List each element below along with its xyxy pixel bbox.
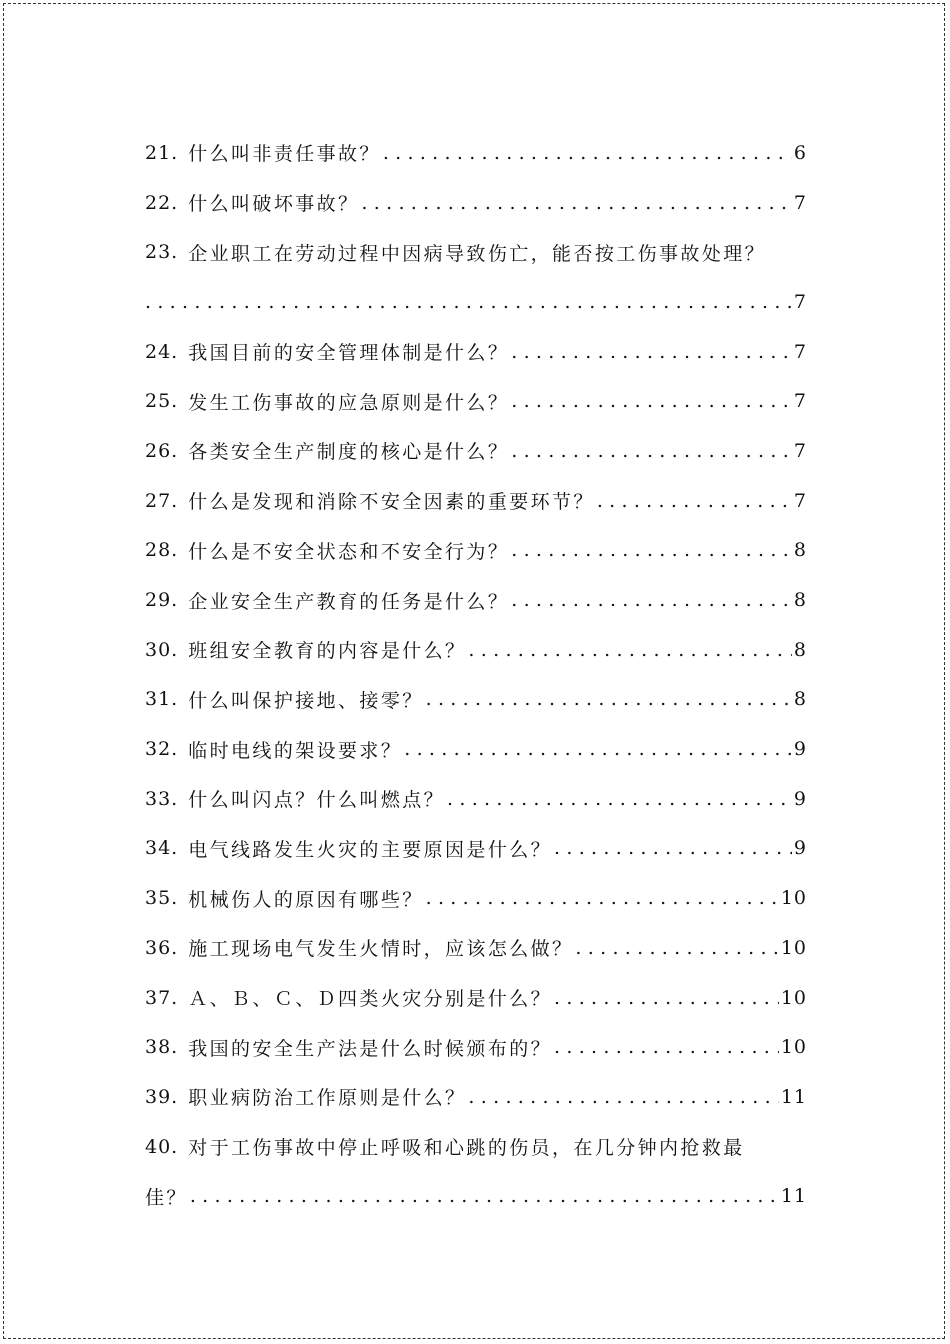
entry-number: 22.	[145, 191, 179, 214]
entry-page: 7	[793, 489, 807, 512]
toc-entry-33[interactable]	[145, 774, 807, 824]
entry-title: 什么叫闪点？什么叫燃点？	[188, 789, 446, 812]
toc-entry-25[interactable]	[145, 376, 807, 426]
dot-leader	[426, 688, 792, 710]
dot-leader	[404, 738, 792, 760]
entry-title: 班组安全教育的内容是什么？	[188, 640, 467, 663]
dot-leader	[383, 142, 792, 164]
entry-page: 7	[793, 439, 807, 462]
entry-title: 电气线路发生火灾的主要原因是什么？	[188, 838, 553, 861]
toc-entry-32[interactable]	[145, 724, 807, 774]
dot-leader	[554, 837, 792, 859]
dot-leader	[554, 1036, 779, 1058]
dot-leader	[511, 589, 792, 611]
entry-number: 25.	[145, 390, 179, 413]
dot-leader	[511, 440, 792, 462]
entry-number: 35.	[145, 887, 179, 910]
dot-leader	[511, 390, 792, 412]
entry-number: 30.	[145, 638, 179, 661]
dot-leader	[511, 539, 792, 561]
table-of-contents	[145, 128, 807, 1221]
entry-page: 11	[780, 1085, 807, 1108]
dot-leader	[511, 341, 792, 363]
toc-entry-26[interactable]	[145, 426, 807, 476]
toc-entry-31[interactable]	[145, 675, 807, 725]
toc-entry-29[interactable]	[145, 575, 807, 625]
entry-number: 39.	[145, 1085, 179, 1108]
dot-leader	[447, 788, 792, 810]
entry-page: 9	[793, 787, 807, 810]
entry-title: 机械伤人的原因有哪些？	[188, 888, 424, 911]
toc-entry-37[interactable]	[145, 973, 807, 1023]
entry-page: 9	[793, 738, 807, 761]
dot-leader	[190, 1185, 779, 1207]
entry-title: 对于工伤事故中停止呼吸和心跳的伤员，在几分钟内抢救最	[188, 1137, 745, 1160]
entry-number: 29.	[145, 589, 179, 612]
entry-page: 10	[780, 887, 807, 910]
entry-page: 8	[793, 688, 807, 711]
entry-page: 8	[793, 539, 807, 562]
toc-entry-22[interactable]	[145, 178, 807, 228]
dot-leader	[468, 1086, 778, 1108]
entry-title: Ａ、Ｂ、Ｃ、Ｄ四类火灾分别是什么？	[188, 988, 553, 1011]
entry-number: 26.	[145, 439, 179, 462]
toc-entry-36[interactable]	[145, 923, 807, 973]
dot-leader	[468, 639, 791, 661]
entry-number: 34.	[145, 837, 179, 860]
toc-entry-23[interactable]	[145, 227, 807, 277]
toc-entry-28[interactable]	[145, 526, 807, 576]
entry-number: 31.	[145, 688, 179, 711]
toc-entry-23-continuation[interactable]	[145, 277, 807, 327]
entry-number: 27.	[145, 489, 179, 512]
entry-page: 10	[780, 986, 807, 1009]
entry-page: 11	[780, 1185, 807, 1208]
entry-title: 什么叫保护接地、接零？	[188, 689, 424, 712]
entry-page: 10	[780, 1036, 807, 1059]
toc-entry-39[interactable]	[145, 1072, 807, 1122]
dot-leader	[597, 490, 792, 512]
entry-title: 职业病防治工作原则是什么？	[188, 1087, 467, 1110]
toc-entry-27[interactable]	[145, 476, 807, 526]
dot-leader	[361, 192, 791, 214]
entry-number: 36.	[145, 936, 179, 959]
toc-entry-40[interactable]	[145, 1122, 807, 1172]
toc-entry-21[interactable]	[145, 128, 807, 178]
entry-page: 6	[793, 141, 807, 164]
dot-leader	[554, 987, 779, 1009]
dot-leader	[575, 937, 778, 959]
entry-title: 企业安全生产教育的任务是什么？	[188, 590, 510, 613]
entry-page: 7	[793, 340, 807, 363]
toc-entry-35[interactable]	[145, 873, 807, 923]
entry-page: 7	[793, 390, 807, 413]
entry-title: 什么叫破坏事故？	[188, 193, 360, 216]
toc-entry-40-continuation[interactable]	[145, 1171, 807, 1221]
entry-title: 施工现场电气发生火情时，应该怎么做？	[188, 938, 574, 961]
entry-title: 什么叫非责任事故？	[188, 143, 381, 166]
entry-page: 10	[780, 936, 807, 959]
entry-page: 8	[793, 589, 807, 612]
entry-title: 临时电线的架设要求？	[188, 739, 403, 762]
entry-number: 38.	[145, 1036, 179, 1059]
toc-entry-30[interactable]	[145, 625, 807, 675]
entry-title: 什么是发现和消除不安全因素的重要环节？	[188, 491, 595, 514]
entry-number: 33.	[145, 787, 179, 810]
entry-page: 8	[793, 638, 807, 661]
dot-leader	[426, 887, 779, 909]
toc-entry-24[interactable]	[145, 327, 807, 377]
toc-entry-34[interactable]	[145, 824, 807, 874]
entry-title: 我国的安全生产法是什么时候颁布的？	[188, 1037, 553, 1060]
entry-number: 23.	[145, 241, 179, 264]
entry-title-continuation: 佳？	[145, 1186, 188, 1209]
entry-page: 9	[793, 837, 807, 860]
entry-number: 32.	[145, 738, 179, 761]
entry-page: 7	[793, 290, 807, 313]
entry-number: 28.	[145, 539, 179, 562]
entry-title: 我国目前的安全管理体制是什么？	[188, 342, 510, 365]
entry-title: 各类安全生产制度的核心是什么？	[188, 441, 510, 464]
entry-page: 7	[793, 191, 807, 214]
entry-title: 企业职工在劳动过程中因病导致伤亡，能否按工伤事故处理？	[188, 242, 767, 265]
dot-leader	[145, 291, 792, 313]
toc-entry-38[interactable]	[145, 1022, 807, 1072]
entry-number: 40.	[145, 1135, 179, 1158]
entry-number: 21.	[145, 141, 179, 164]
entry-title: 发生工伤事故的应急原则是什么？	[188, 391, 510, 414]
entry-title: 什么是不安全状态和不安全行为？	[188, 540, 510, 563]
entry-number: 37.	[145, 986, 179, 1009]
entry-number: 24.	[145, 340, 179, 363]
